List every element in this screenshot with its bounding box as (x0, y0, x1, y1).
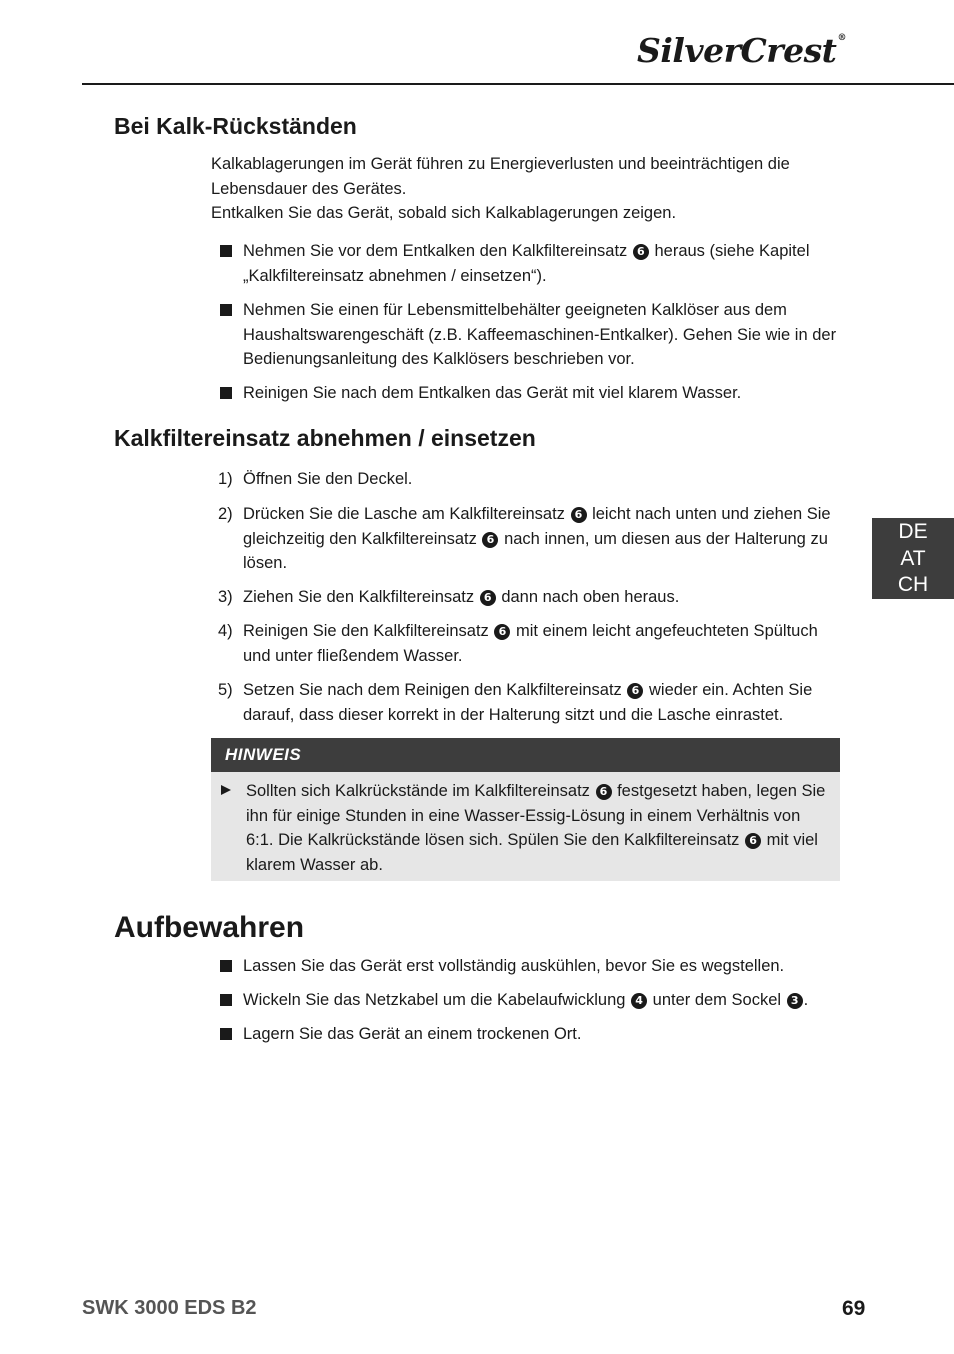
registered-mark: ® (837, 33, 846, 43)
list-item: Lassen Sie das Gerät erst vollständig auskühlen, bevor Sie es wegstellen. (218, 954, 846, 979)
part-ref-badge: 6 (494, 624, 510, 640)
model-number: SWK 3000 EDS B2 (82, 1297, 257, 1319)
square-bullet-icon (220, 994, 232, 1006)
section-title-filter: Kalkfiltereinsatz abnehmen / einsetzen (114, 425, 536, 451)
step-number: 4) (218, 622, 233, 640)
list-item: Nehmen Sie vor dem Entkalken den Kalkfiltereinsatz 6 heraus (siehe Kapitel „Kalkfiltereinsatz abnehmen / einsetzen“). (218, 239, 846, 288)
part-ref-badge: 6 (745, 833, 761, 849)
square-bullet-icon (220, 387, 232, 399)
section-title-storage: Aufbewahren (114, 911, 305, 944)
part-ref-badge: 6 (482, 532, 498, 548)
step-number: 3) (218, 588, 233, 606)
part-ref-badge: 4 (631, 993, 647, 1009)
brand-logo (637, 31, 846, 70)
square-bullet-icon (220, 1028, 232, 1040)
lang-at: AT (900, 546, 926, 570)
note-text: Sollten sich Kalkrückstände im Kalkfiltereinsatz 6 festgesetzt haben, legen Sie ihn für einige Stunden in eine Wasser-Essig-Lösung in einem Verhältnis von 6:1. Die Kalkrückstände lösen sich. Spülen Sie den Kalkfiltereinsatz 6 mit viel klarem Wasser ab. (246, 782, 826, 874)
step-item: 2) Drücken Sie die Lasche am Kalkfiltereinsatz 6 leicht nach unten und ziehen Sie gleichzeitig den Kalkfiltereinsatz 6 nach innen, um diesen aus der Halterung zu lösen. (218, 502, 846, 576)
step-item: 4) Reinigen Sie den Kalkfiltereinsatz 6 mit einem leicht angefeuchteten Spültuch und unter fließendem Wasser. (218, 619, 846, 668)
step-number: 2) (218, 505, 233, 523)
list-item: Nehmen Sie einen für Lebensmittelbehälter geeigneten Kalklöser aus dem Haushaltswarengeschäft (z.B. Kaffeemaschinen-Entkalker). Gehen Sie wie in der Bedienungsanleitung des Kalklösers beschrieben vor. (218, 298, 846, 372)
square-bullet-icon (220, 960, 232, 972)
list-item: Lagern Sie das Gerät an einem trockenen Ort. (218, 1022, 846, 1047)
note-box (211, 772, 840, 881)
intro-line-1: Kalkablagerungen im Gerät führen zu Energieverlusten und beeinträchtigen die Lebensdauer des Gerätes. (211, 155, 790, 198)
intro-line-2: Entkalken Sie das Gerät, sobald sich Kalkablagerungen zeigen. (211, 204, 677, 222)
header-rule (82, 83, 954, 85)
page-number: 69 (842, 1297, 866, 1320)
step-item: 1) Öffnen Sie den Deckel. (218, 467, 846, 492)
part-ref-badge: 6 (596, 784, 612, 800)
intro-paragraph (211, 152, 843, 226)
step-number: 5) (218, 681, 233, 699)
part-ref-badge: 6 (627, 683, 643, 699)
lang-ch: CH (897, 573, 929, 596)
step-number: 1) (218, 470, 233, 488)
part-ref-badge: 6 (571, 507, 587, 523)
square-bullet-icon (220, 245, 232, 257)
step-item: 3) Ziehen Sie den Kalkfiltereinsatz 6 dann nach oben heraus. (218, 585, 846, 610)
arrow-right-icon (221, 785, 231, 795)
part-ref-badge: 6 (480, 590, 496, 606)
lang-de: DE (898, 520, 928, 543)
step-item: 5) Setzen Sie nach dem Reinigen den Kalkfiltereinsatz 6 wieder ein. Achten Sie darauf, dass dieser korrekt in der Halterung sitzt und die Lasche einrastet. (218, 678, 846, 727)
part-ref-badge: 3 (787, 993, 803, 1009)
note-header: HINWEIS (211, 738, 840, 772)
list-item: Wickeln Sie das Netzkabel um die Kabelaufwicklung 4 unter dem Sockel 3 . (218, 988, 846, 1013)
square-bullet-icon (220, 304, 232, 316)
brand-name: SilverCrest (637, 31, 837, 70)
section-title-kalk: Bei Kalk-Rückständen (114, 113, 357, 139)
language-tab (872, 518, 954, 599)
list-item: Reinigen Sie nach dem Entkalken das Gerät mit viel klarem Wasser. (218, 381, 846, 406)
part-ref-badge: 6 (633, 244, 649, 260)
